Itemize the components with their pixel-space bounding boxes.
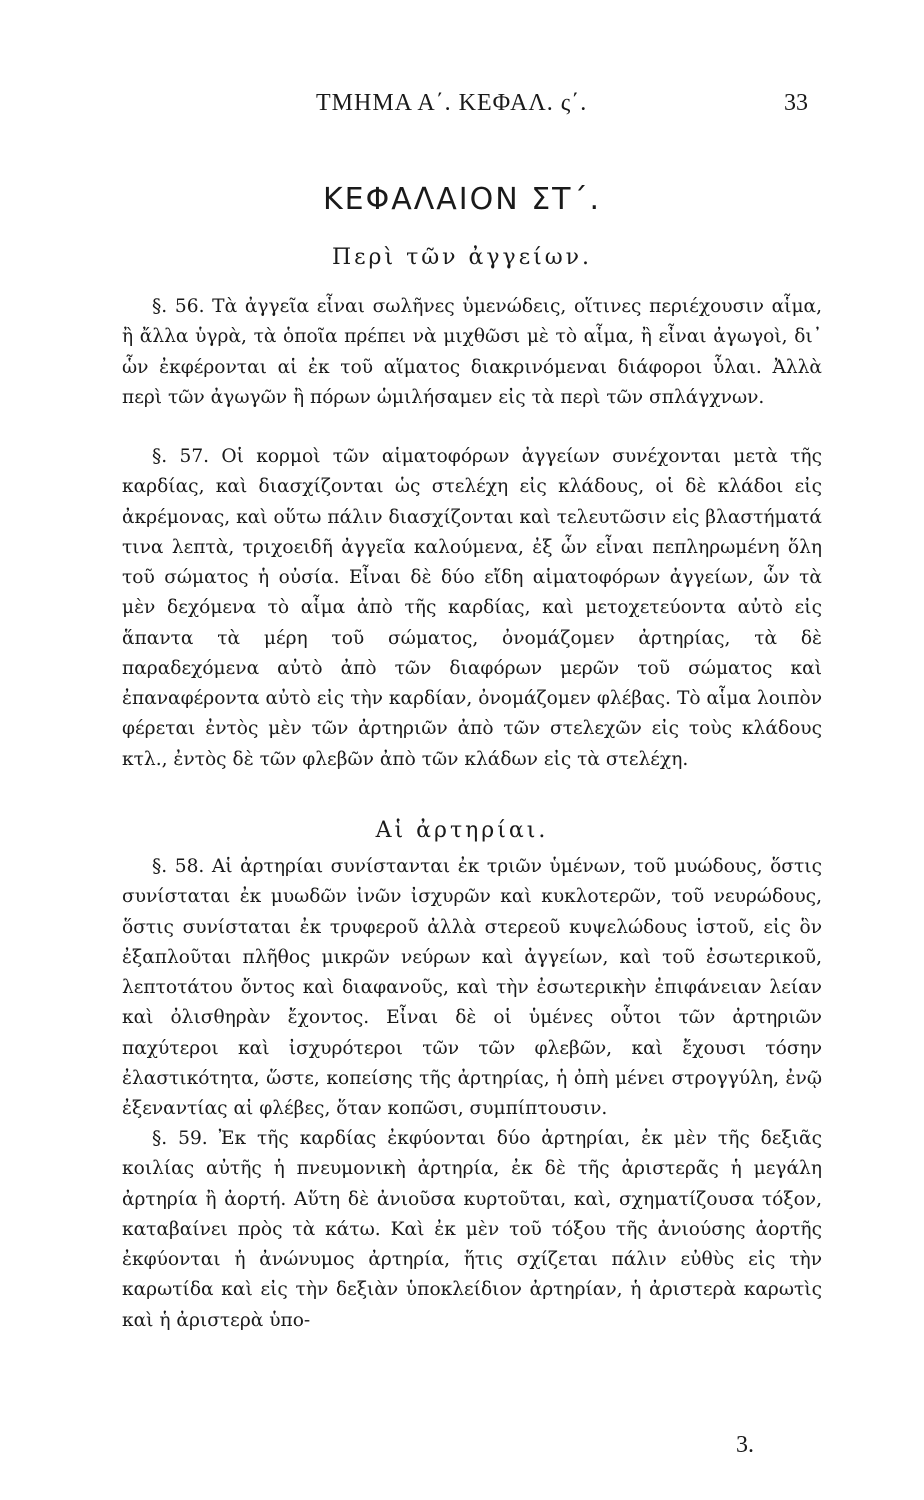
running-head: ΤΜΗΜΑ Α΄. ΚΕΦΑΛ. ς΄. — [316, 90, 588, 116]
paragraph-58: §. 58. Αἱ ἀρτηρίαι συνίστανται ἐκ τριῶν ὑμένων, τοῦ μυώδους, ὅστις συνίσταται ἐκ μυωδῶν ἰνῶν ἰσχυρῶν καὶ κυκλοτερῶν, τοῦ νευρώδους, ὅστις συνίσταται ἐκ τρυφεροῦ ἀλλὰ στερεοῦ κυψελώδους ἱστοῦ, εἰς ὃν ἐξαπλοῦται πλῆθος μικρῶν νεύρων καὶ ἀγγείων, καὶ τοῦ ἐσωτερικοῦ, λεπτοτάτου ὄντος καὶ διαφανοῦς, καὶ τὴν ἐσωτερικὴν ἐπιφάνειαν λείαν καὶ ὀλισθηρὰν ἔχοντος. Εἶναι δὲ οἱ ὑμένες οὗτοι τῶν ἀρτηριῶν παχύτεροι καὶ ἰσχυρότεροι τῶν τῶν φλεβῶν, καὶ ἔχουσι τόσην ἐλαστικότητα, ὥστε, κοπείσης τῆς ἀρτηρίας, ἡ ὀπὴ μένει στρογγύλη, ἐνῷ ἐξεναντίας αἱ φλέβες, ὅταν κοπῶσι, συμπίπτουσιν. — [122, 856, 822, 1119]
signature-mark: 3. — [736, 1432, 754, 1458]
paragraph-57: §. 57. Οἱ κορμοὶ τῶν αἱματοφόρων ἀγγείων συνέχονται μετὰ τῆς καρδίας, καὶ διασχίζονται ὡς στελέχη εἰς κλάδους, οἱ δὲ κλάδοι εἰς ἀκρέμονας, καὶ οὕτω πάλιν διασχίζονται καὶ τελευτῶσιν εἰς βλαστήματά τινα λεπτὰ, τριχοειδῆ ἀγγεῖα καλούμενα, ἐξ ὧν εἶναι πεπληρωμένη ὅλη τοῦ σώματος ἡ οὐσία. Εἶναι δὲ δύο εἴδη αἱματοφόρων ἀγγείων, ὧν τὰ μὲν δεχόμενα τὸ αἷμα ἀπὸ τῆς καρδίας, καὶ μετοχετεύοντα αὐτὸ εἰς ἅπαντα τὰ μέρη τοῦ σώματος, ὀνομάζομεν ἀρτηρίας, τὰ δὲ παραδεχόμενα αὐτὸ ἀπὸ τῶν διαφόρων μερῶν τοῦ σώματος καὶ ἐπαναφέροντα αὐτὸ εἰς τὴν καρδίαν, ὀνομάζομεν φλέβας. Τὸ αἷμα λοιπὸν φέρεται ἐντὸς μὲν τῶν ἀρτηριῶν ἀπὸ τῶν στελεχῶν εἰς τοὺς κλάδους κτλ., ἐντὸς δὲ τῶν φλεβῶν ἀπὸ τῶν κλάδων εἰς τὰ στελέχη. — [122, 446, 822, 770]
page-number: 33 — [784, 90, 808, 116]
paragraph-56: §. 56. Τὰ ἀγγεῖα εἶναι σωλῆνες ὑμενώδεις, οἵτινες περιέχουσιν αἷμα, ἢ ἄλλα ὑγρὰ, τὰ ὁποῖα πρέπει νὰ μιχθῶσι μὲ τὸ αἷμα, ἢ εἶναι ἀγωγοὶ, δι᾽ ὧν ἐκφέρονται αἱ ἐκ τοῦ αἵματος διακρινόμεναι διάφοροι ὗλαι. Ἀλλὰ περὶ τῶν ἀγωγῶν ἢ πόρων ὡμιλήσαμεν εἰς τὰ περὶ τῶν σπλάγχνων. — [122, 296, 822, 408]
paragraph-59: §. 59. Ἐκ τῆς καρδίας ἐκφύονται δύο ἀρτηρίαι, ἐκ μὲν τῆς δεξιᾶς κοιλίας αὐτῆς ἡ πνευμονικὴ ἀρτηρία, ἐκ δὲ τῆς ἀριστερᾶς ἡ μεγάλη ἀρτηρία ἢ ἀορτή. Αὕτη δὲ ἀνιοῦσα κυρτοῦται, καὶ, σχηματίζουσα τόξον, καταβαίνει πρὸς τὰ κάτω. Καὶ ἐκ μὲν τοῦ τόξου τῆς ἀνιούσης ἀορτῆς ἐκφύονται ἡ ἀνώνυμος ἀρτηρία, ἥτις σχίζεται πάλιν εὐθὺς εἰς τὴν καρωτίδα καὶ εἰς τὴν δεξιὰν ὑποκλείδιον ἀρτηρίαν, ἡ ἀριστερὰ καρωτὶς καὶ ἡ ἀριστερὰ ὑπο- — [122, 1128, 822, 1331]
section-title-vessels: Περὶ τῶν ἀγγείων. — [331, 245, 593, 270]
section-title-arteries: Αἱ ἀρτηρίαι. — [375, 818, 549, 843]
chapter-heading: ΚΕΦΑΛΑΙΟΝ ΣΤ΄. — [322, 182, 602, 217]
